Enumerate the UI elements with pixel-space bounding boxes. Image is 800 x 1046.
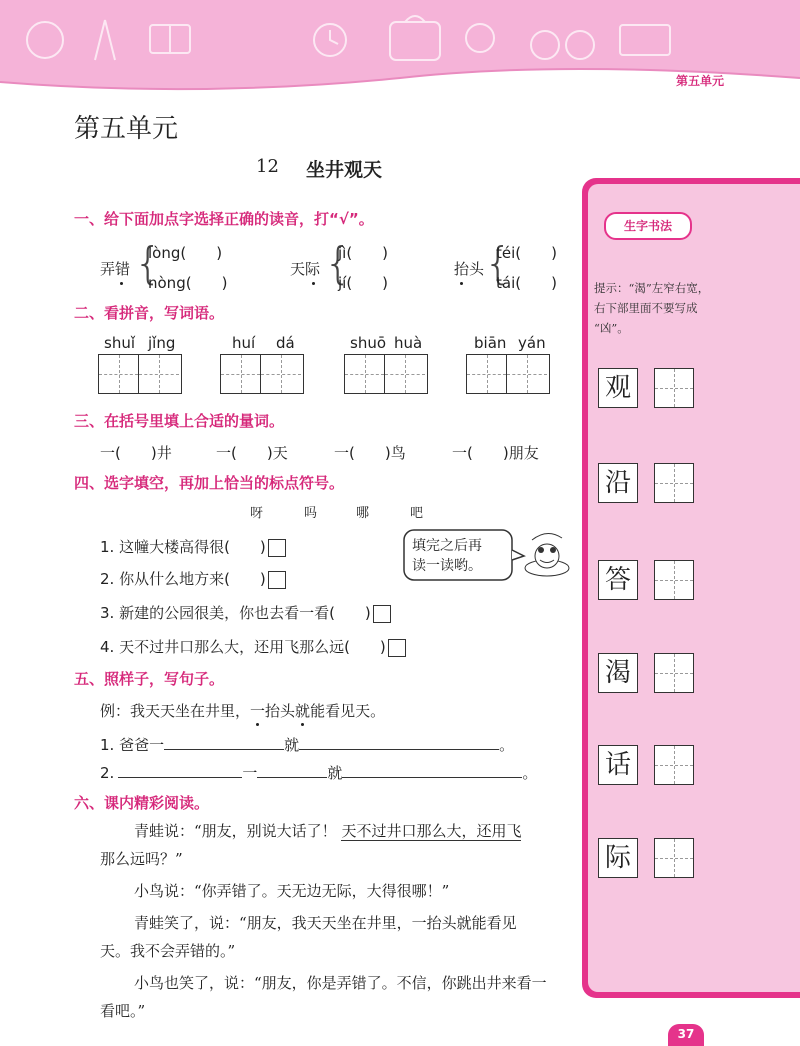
- brace: {: [324, 238, 352, 289]
- writing-grid[interactable]: [466, 354, 550, 394]
- q1-option[interactable]: lòng( ): [148, 244, 223, 262]
- reading-line: 看吧。”: [100, 1002, 146, 1020]
- emphasis-dot: [312, 282, 315, 285]
- reading-line: 小鸟说：“你弄错了。天无边无际，大得很哪！”: [134, 882, 450, 900]
- punctuation-box: [373, 605, 391, 623]
- pinyin: jǐng: [148, 334, 176, 352]
- choice-char: 吧: [410, 506, 424, 521]
- pinyin: shuō: [350, 334, 387, 352]
- punctuation-box: [268, 571, 286, 589]
- punctuation-box: [268, 539, 286, 557]
- practice-char: 沿: [598, 463, 638, 503]
- practice-char: 际: [598, 838, 638, 878]
- q1-word-3: 抬头: [454, 260, 485, 278]
- practice-char: 答: [598, 560, 638, 600]
- page-number: 37: [668, 1024, 704, 1046]
- pinyin: huà: [394, 334, 423, 352]
- writing-grid[interactable]: [344, 354, 428, 394]
- q3-item[interactable]: 一( )井: [100, 444, 172, 462]
- choice-char: 呀: [250, 506, 264, 521]
- reading-line: 小鸟也笑了，说：“朋友，你是弄错了。不信，你跳出井来看一: [134, 974, 547, 992]
- q4-heading: 四、选字填空，再加上恰当的标点符号。: [74, 474, 345, 492]
- q3-item[interactable]: 一( )朋友: [452, 444, 539, 462]
- choice-char: 哪: [356, 506, 370, 521]
- q4-item[interactable]: 3. 新建的公园很美，你也去看一看( ): [100, 602, 391, 623]
- lesson-number: 12: [256, 156, 279, 177]
- q1-word-2: 天际: [290, 260, 321, 278]
- writing-grid[interactable]: [98, 354, 182, 394]
- q5-line-1[interactable]: 1. 爸爸一 就 。: [100, 736, 515, 754]
- underlined-text: 天不过井口那么大，还用飞: [341, 822, 522, 840]
- bubble-text: 填完之后再 读一读哟。: [412, 538, 482, 574]
- pinyin: biān: [474, 334, 507, 352]
- q4-item[interactable]: 2. 你从什么地方来( ): [100, 568, 286, 589]
- choice-char: 吗: [304, 506, 318, 521]
- practice-char: 渴: [598, 653, 638, 693]
- q3-heading: 三、在括号里填上合适的量词。: [74, 412, 285, 430]
- q5-line-2[interactable]: 2. 一 就 。: [100, 764, 538, 782]
- q6-heading: 六、课内精彩阅读。: [74, 794, 210, 812]
- q1-word-1: 弄错: [100, 260, 131, 278]
- practice-grid[interactable]: [654, 368, 694, 408]
- pinyin: dá: [276, 334, 295, 352]
- q4-item[interactable]: 4. 天不过井口那么大，还用飞那么远( ): [100, 636, 406, 657]
- pinyin: yán: [518, 334, 546, 352]
- reading-line: 那么远吗？”: [100, 850, 183, 868]
- brace: {: [484, 238, 512, 289]
- brace: {: [134, 238, 162, 289]
- practice-grid[interactable]: [654, 745, 694, 785]
- example-sentence: 例：我天天坐在井里，一抬头就能看见天。: [100, 702, 386, 720]
- practice-char: 话: [598, 745, 638, 785]
- practice-char: 观: [598, 368, 638, 408]
- q1-option[interactable]: jì( ): [338, 244, 389, 262]
- unit-tab: 第五单元: [676, 74, 725, 88]
- practice-grid[interactable]: [654, 560, 694, 600]
- q4-item[interactable]: 1. 这幢大楼高得很( ): [100, 536, 286, 557]
- pinyin: shuǐ: [104, 334, 135, 352]
- q1-option[interactable]: jí( ): [338, 274, 389, 292]
- q2-heading: 二、看拼音，写词语。: [74, 304, 225, 322]
- sidebar-label: 生字书法: [604, 212, 692, 240]
- writing-grid[interactable]: [220, 354, 304, 394]
- emphasis-dot: [120, 282, 123, 285]
- q3-item[interactable]: 一( )鸟: [334, 444, 406, 462]
- q3-item[interactable]: 一( )天: [216, 444, 288, 462]
- header-banner: [0, 0, 800, 110]
- reading-line: 天。我不会弄错的。”: [100, 942, 236, 960]
- q1-option[interactable]: téi( ): [496, 244, 557, 262]
- lesson-title: 坐井观天: [306, 159, 383, 181]
- sidebar-hint: 提示：“渴”左窄右宽， 右下部里面不要写成 “凶”。: [594, 281, 710, 335]
- unit-title: 第五单元: [74, 114, 179, 144]
- reading-line: 青蛙笑了，说：“朋友，我天天坐在井里，一抬头就能看见: [134, 914, 517, 932]
- practice-grid[interactable]: [654, 653, 694, 693]
- reading-line: 青蛙说：“朋友，别说大话了！ 天不过井口那么大，还用飞: [134, 822, 522, 840]
- punctuation-box: [388, 639, 406, 657]
- q1-option[interactable]: tái( ): [496, 274, 557, 292]
- practice-grid[interactable]: [654, 838, 694, 878]
- pinyin: huí: [232, 334, 256, 352]
- q1-heading: 一、给下面加点字选择正确的读音，打“√”。: [74, 210, 374, 228]
- q1-option[interactable]: nòng( ): [148, 274, 228, 292]
- frog-icon: [525, 533, 569, 576]
- practice-grid[interactable]: [654, 463, 694, 503]
- q5-heading: 五、照样子，写句子。: [74, 670, 225, 688]
- emphasis-dot: [460, 282, 463, 285]
